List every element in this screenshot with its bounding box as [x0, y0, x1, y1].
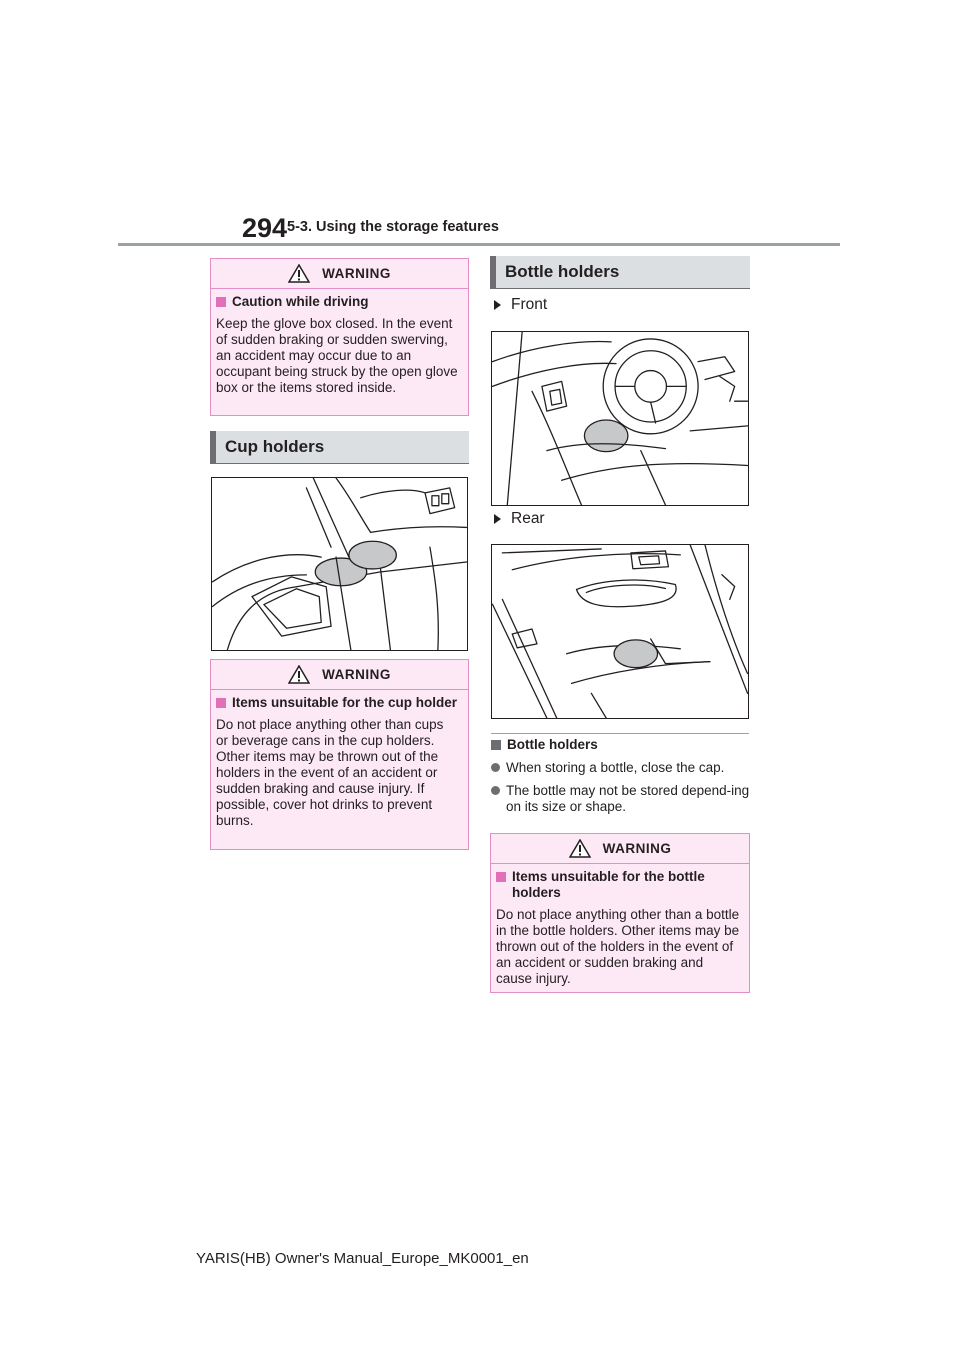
list-item: [491, 760, 753, 776]
warning-label: WARNING: [322, 667, 391, 682]
arrow-bullet-icon: [494, 514, 501, 524]
page-number: 294: [242, 213, 288, 243]
circle-bullet-icon: [491, 763, 500, 772]
warning-header: [211, 259, 468, 289]
warning-header: [211, 660, 468, 690]
warning-text: Keep the glove box closed. In the event of sudden braking or sudden swerving, an accident may occur due to an occupant being struck by the open glove box or the items stored inside.: [216, 316, 458, 395]
warning-text: Do not place anything other than a bottle in the bottle holders. Other items may be thrown out of the holders in the event of an accident or sudden braking and cause injury.: [496, 907, 740, 986]
front-bottle-holder-illustration: [491, 331, 749, 506]
front-label: [494, 296, 547, 314]
rear-bottle-holder-illustration: [491, 544, 749, 719]
list-item: [491, 783, 753, 815]
section-divider: [491, 733, 749, 734]
warning-subheading-text: Items unsuitable for the cup holder: [232, 695, 458, 710]
warning-subheading: [216, 294, 459, 310]
square-bullet-icon: [216, 297, 226, 307]
warning-triangle-icon: [569, 839, 591, 858]
bottle-holders-info: [491, 737, 753, 822]
warning-triangle-icon: [288, 665, 310, 684]
warning-text: Do not place anything other than cups or beverage cans in the cup holders. Other items may be thrown out of the holders in the event of an accident or sudden braking and cause injury. If possible, cover hot drinks to prevent burns.: [216, 717, 444, 828]
footer-manual-id: YARIS(HB) Owner's Manual_Europe_MK0001_en: [196, 1250, 529, 1267]
list-item-text: The bottle may not be stored depend-ing on its size or shape.: [506, 783, 750, 814]
warning-box-glovebox: [210, 258, 469, 416]
warning-triangle-icon: [288, 264, 310, 283]
warning-subheading-text: Items unsuitable for the bottle holders: [512, 869, 705, 900]
square-bullet-icon: [491, 740, 501, 750]
bottle-holders-heading: Bottle holders: [490, 256, 750, 289]
warning-subheading: [496, 869, 740, 901]
warning-subheading-text: Caution while driving: [232, 294, 369, 309]
cup-holders-heading: Cup holders: [210, 431, 469, 464]
arrow-bullet-icon: [494, 300, 501, 310]
warning-box-bottle-holders: [490, 833, 750, 993]
info-heading-text: Bottle holders: [507, 737, 598, 752]
square-bullet-icon: [216, 698, 226, 708]
warning-box-cup-holder: [210, 659, 469, 850]
warning-subheading: [216, 695, 459, 711]
square-bullet-icon: [496, 872, 506, 882]
warning-label: WARNING: [322, 266, 391, 281]
front-label-text: Front: [511, 296, 548, 313]
info-heading: [491, 737, 753, 753]
warning-label: WARNING: [602, 841, 672, 856]
list-item-text: When storing a bottle, close the cap.: [506, 760, 725, 775]
section-title: 5-3. Using the storage features: [287, 219, 499, 235]
rear-label-text: Rear: [511, 510, 545, 527]
rear-label: [494, 510, 545, 528]
header-divider: [118, 243, 840, 246]
warning-header: [491, 834, 749, 864]
cup-holders-illustration: [211, 477, 468, 651]
circle-bullet-icon: [491, 786, 500, 795]
